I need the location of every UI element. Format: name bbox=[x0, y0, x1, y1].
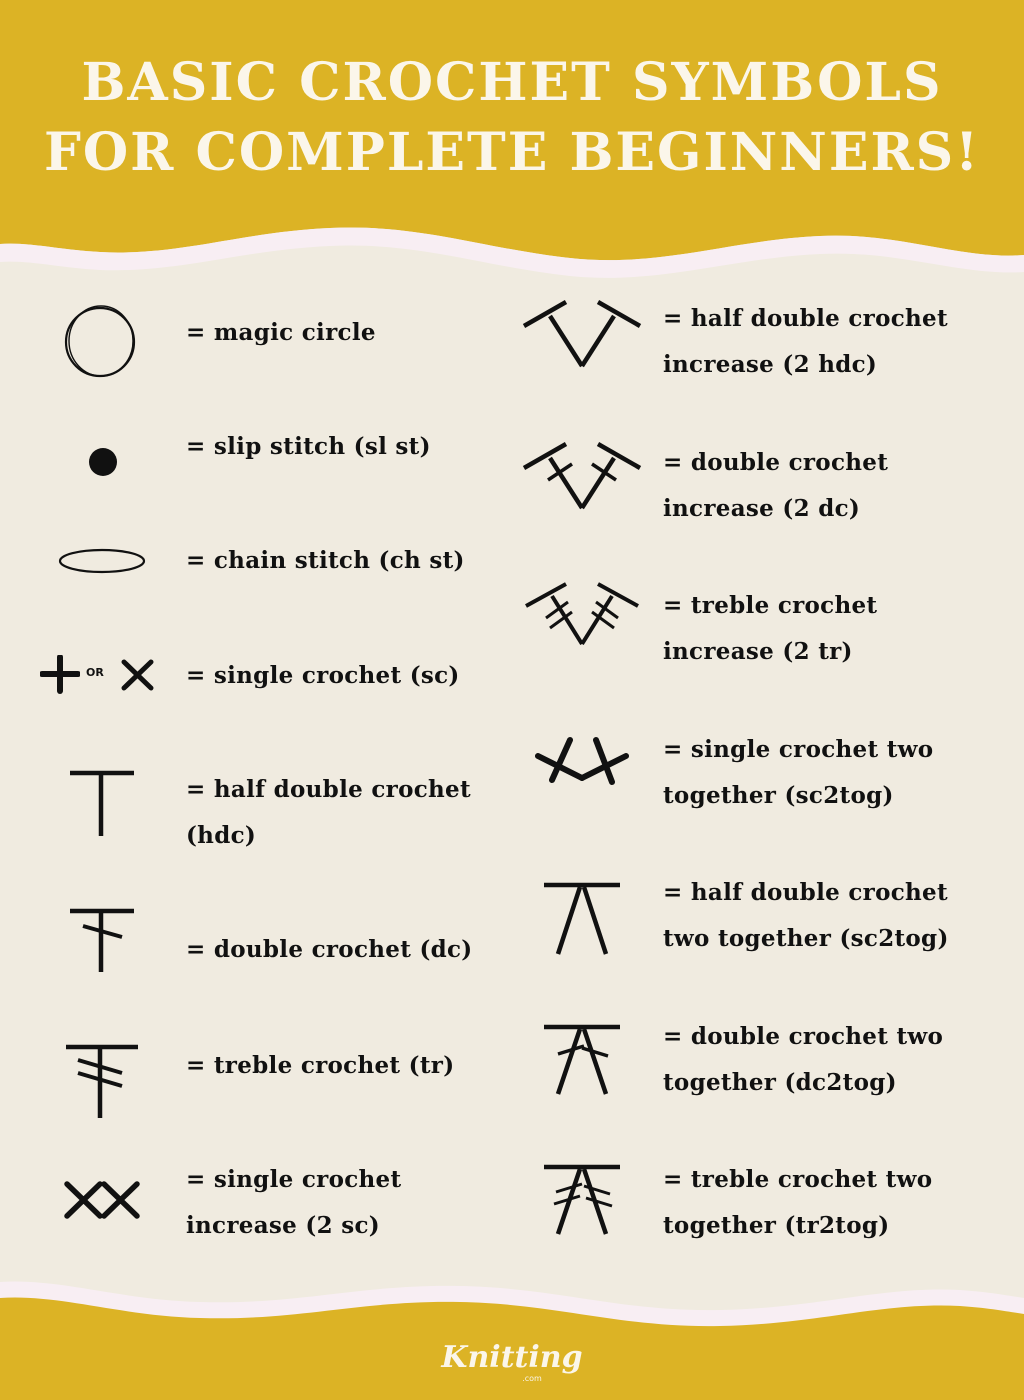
label-dc2tog: = double crochet two together (dc2tog) bbox=[663, 1023, 944, 1096]
label-tr-increase: = treble crochet increase (2 tr) bbox=[663, 592, 878, 665]
label-single-crochet: = single crochet (sc) bbox=[186, 662, 460, 689]
dc2tog-icon bbox=[540, 1020, 624, 1098]
title-line-2: FOR COMPLETE BEGINNERS! bbox=[43, 122, 981, 183]
sc2tog-icon bbox=[534, 734, 632, 792]
dc-increase-icon bbox=[520, 438, 644, 514]
single-crochet-x-icon bbox=[120, 658, 156, 692]
double-crochet-icon bbox=[66, 904, 138, 976]
brand-logo-domain: .com bbox=[522, 1374, 542, 1383]
tr-increase-icon bbox=[522, 578, 642, 650]
magic-circle-icon bbox=[60, 304, 142, 380]
label-double-crochet: = double crochet (dc) bbox=[186, 936, 473, 963]
label-single-crochet-increase: = single crochet increase (2 sc) bbox=[186, 1166, 402, 1239]
title-line-1: BASIC CROCHET SYMBOLS bbox=[81, 52, 943, 113]
label-chain-stitch: = chain stitch (ch st) bbox=[186, 547, 465, 574]
hdc2tog-icon bbox=[540, 878, 624, 958]
hdc-increase-icon bbox=[520, 296, 644, 372]
label-magic-circle: = magic circle bbox=[186, 319, 376, 346]
label-half-double-crochet: = half double crochet (hdc) bbox=[186, 776, 471, 849]
single-crochet-plus-icon bbox=[40, 655, 80, 695]
label-treble-crochet: = treble crochet (tr) bbox=[186, 1052, 455, 1079]
single-crochet-increase-icon bbox=[62, 1176, 144, 1224]
or-text: OR bbox=[86, 666, 104, 679]
treble-crochet-icon bbox=[62, 1040, 142, 1122]
label-dc-increase: = double crochet increase (2 dc) bbox=[663, 449, 889, 522]
tr2tog-icon bbox=[540, 1160, 624, 1238]
half-double-crochet-icon bbox=[66, 766, 138, 840]
label-hdc2tog: = half double crochet two together (sc2tog) bbox=[663, 879, 949, 952]
page-title bbox=[0, 48, 1024, 188]
brand-logo: Knitting bbox=[441, 1340, 583, 1375]
chain-stitch-icon bbox=[56, 544, 150, 578]
label-hdc-increase: = half double crochet increase (2 hdc) bbox=[663, 305, 948, 378]
label-tr2tog: = treble crochet two together (tr2tog) bbox=[663, 1166, 933, 1239]
slip-stitch-icon bbox=[86, 445, 120, 479]
label-sc2tog: = single crochet two together (sc2tog) bbox=[663, 736, 934, 809]
label-slip-stitch: = slip stitch (sl st) bbox=[186, 433, 431, 460]
